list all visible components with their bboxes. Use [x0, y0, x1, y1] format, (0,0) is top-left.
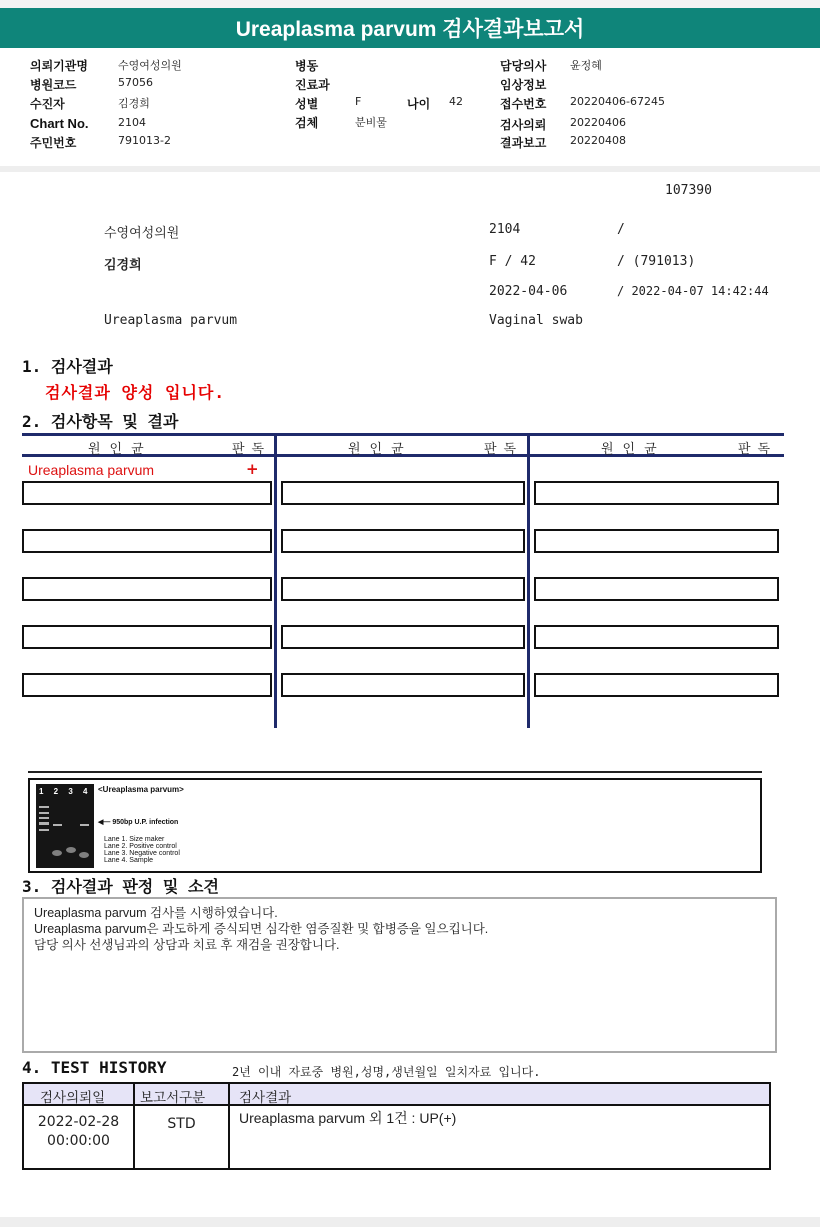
positive-result: 검사결과 양성 입니다. — [45, 383, 226, 402]
header-value-specimen: 분비물 — [355, 116, 387, 129]
result-box — [22, 481, 272, 505]
header-value-sex: F — [355, 95, 362, 108]
header-label-hospital-code: 병원코드 — [30, 78, 77, 92]
history-table — [22, 1082, 771, 1170]
opinion-box — [22, 897, 777, 1053]
header-label-patient: 수진자 — [30, 97, 65, 111]
section2-title: 2. 검사항목 및 결과 — [22, 412, 179, 431]
header-label-chart: Chart No. — [30, 116, 89, 131]
col-organism-3: 원인균 — [601, 442, 666, 457]
header-value-request-date: 20220406 — [570, 116, 626, 129]
history-row-type: STD — [167, 1116, 196, 1132]
col-organism-2: 원인균 — [348, 442, 413, 457]
table-top-line — [22, 433, 784, 436]
header-value-patient: 김경희 — [118, 97, 150, 110]
summary-hospital: 수영여성의원 — [104, 226, 180, 241]
history-row-date: 2022-02-28 — [37, 1114, 120, 1130]
result-box — [281, 529, 525, 553]
gel-legend-4: Lane 4. Sample — [104, 857, 154, 864]
organism-name: Ureaplasma parvum — [28, 462, 155, 478]
summary-report-datetime: / 2022-04-07 14:42:44 — [617, 284, 769, 298]
gel-bands — [36, 784, 94, 868]
col-judgement-1: 판독 — [232, 442, 272, 457]
result-box — [22, 577, 272, 601]
header-label-doctor: 담당의사 — [500, 59, 547, 73]
result-box — [534, 673, 779, 697]
header-label-clinical-info: 임상정보 — [500, 78, 547, 92]
header-value-chart: 2104 — [118, 116, 146, 129]
header-label-sex: 성별 — [295, 97, 319, 111]
summary-request-date: 2022-04-06 — [489, 284, 568, 299]
gel-divider — [28, 771, 762, 773]
gel-title: <Ureaplasma parvum> — [98, 785, 184, 794]
summary-birth: / (791013) — [617, 254, 696, 269]
gel-panel — [28, 778, 762, 873]
table-divider-2 — [527, 433, 530, 728]
bottom-strip — [0, 1217, 820, 1227]
opinion-line-3: 담당 의사 선생님과의 상담과 치료 후 재검을 권장합니다. — [34, 938, 340, 952]
summary-specimen: Vaginal swab — [489, 313, 583, 328]
history-header-row — [24, 1084, 769, 1106]
result-box — [534, 481, 779, 505]
header-label-department: 진료과 — [295, 78, 330, 92]
result-box — [22, 625, 272, 649]
header-value-institution: 수영여성의원 — [118, 59, 182, 72]
gel-lane-numbers: 1 2 3 4 — [39, 787, 92, 796]
header-separator — [0, 166, 820, 172]
summary-sex-age: F / 42 — [489, 254, 536, 269]
header-value-age: 42 — [449, 95, 463, 108]
result-box — [281, 625, 525, 649]
history-note: 2년 이내 자료중 병원,성명,생년월일 일치자료 입니다. — [232, 1065, 541, 1079]
header-label-report-date: 결과보고 — [500, 136, 547, 150]
gel-legend-2: Lane 2. Positive control — [104, 843, 177, 850]
history-header-result: 검사결과 — [239, 1090, 292, 1106]
result-box — [281, 577, 525, 601]
patient-header — [0, 48, 820, 166]
header-label-institution: 의뢰기관명 — [30, 59, 88, 73]
report-title: Ureaplasma parvum 검사결과보고서 — [0, 8, 820, 48]
col-judgement-2: 판독 — [484, 442, 524, 457]
header-value-report-date: 20220408 — [570, 134, 626, 147]
header-value-hospital-code: 57056 — [118, 76, 153, 89]
report-code: 107390 — [665, 183, 712, 198]
gel-image — [36, 784, 94, 868]
history-row-result: Ureaplasma parvum 외 1건 : UP(+) — [239, 1110, 457, 1126]
history-header-date: 검사의뢰일 — [40, 1090, 106, 1106]
result-box — [534, 577, 779, 601]
gel-legend-1: Lane 1. Size maker — [104, 836, 165, 843]
history-row-time: 00:00:00 — [47, 1133, 110, 1149]
header-label-request-date: 검사의뢰 — [500, 118, 547, 132]
header-value-doctor: 윤정혜 — [570, 59, 602, 72]
opinion-line-2: Ureaplasma parvum은 과도하게 증식되면 심각한 염증질환 및 합병증을 일으킵니다. — [34, 922, 489, 936]
result-box — [22, 673, 272, 697]
summary-chart: 2104 — [489, 222, 521, 237]
top-strip — [0, 0, 820, 8]
gel-legend-3: Lane 3. Negative control — [104, 850, 180, 857]
header-label-age: 나이 — [407, 97, 431, 111]
opinion-line-1: Ureaplasma parvum 검사를 시행하였습니다. — [34, 906, 278, 920]
table-divider-1 — [274, 433, 277, 728]
header-value-resident-no: 791013-2 — [118, 134, 171, 147]
header-label-resident-no: 주민번호 — [30, 136, 77, 150]
organism-judgement: + — [246, 460, 259, 478]
history-header-type: 보고서구분 — [140, 1090, 206, 1106]
summary-slash: / — [617, 222, 625, 237]
section1-title: 1. 검사결과 — [22, 357, 113, 376]
header-label-specimen: 검체 — [295, 116, 319, 130]
col-judgement-3: 판독 — [738, 442, 778, 457]
result-box — [281, 481, 525, 505]
gel-band-text: 950bp U.P. infection — [112, 819, 179, 826]
summary-name: 김경희 — [104, 258, 142, 273]
result-box — [281, 673, 525, 697]
header-value-receipt-no: 20220406-67245 — [570, 95, 665, 108]
result-table — [22, 433, 784, 728]
header-label-receipt-no: 접수번호 — [500, 97, 547, 111]
result-box — [22, 529, 272, 553]
gel-band-label: ◀— 950bp U.P. infection — [98, 819, 179, 826]
header-label-ward: 병동 — [295, 59, 319, 73]
section4-title: 4. TEST HISTORY — [22, 1058, 167, 1077]
result-box — [534, 529, 779, 553]
result-box — [534, 625, 779, 649]
section3-title: 3. 검사결과 판정 및 소견 — [22, 877, 219, 896]
history-col-divider-2 — [228, 1084, 230, 1168]
col-organism-1: 원인균 — [88, 442, 153, 457]
summary-test-name: Ureaplasma parvum — [104, 313, 238, 328]
